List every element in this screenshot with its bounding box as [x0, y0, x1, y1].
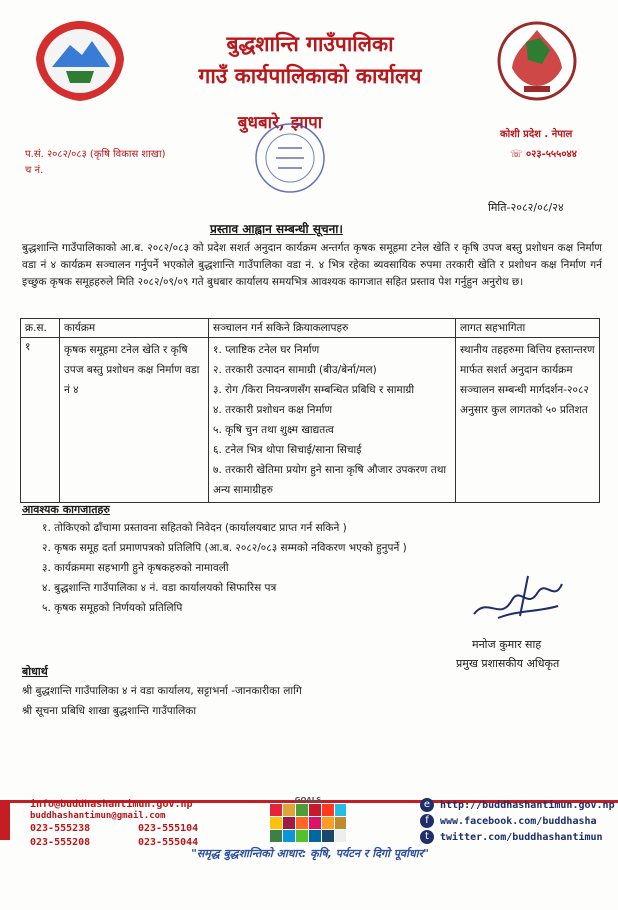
activity-item: २. तरकारी उत्पादन सामाग्री (बीउ/बेर्ना/मल) [213, 364, 377, 376]
activity-item: ४. तरकारी प्रशोधन कक्ष निर्माण [213, 404, 333, 416]
notice-title: प्रस्ताव आह्वान सम्बन्धी सूचना। [210, 222, 343, 236]
phone-4: 023-555044 [138, 837, 199, 848]
issue-date: मिति-२०८२/०८/२४ [488, 201, 564, 214]
municipality-name: बुद्धशान्ति गाउँपालिका [226, 31, 394, 56]
cc-title: बोधार्थ [22, 665, 48, 678]
office-name: गाउँ कार्यपालिकाको कार्यालय [198, 63, 422, 88]
requirements-title: आवश्यक कागजातहरु [22, 503, 110, 516]
col-header-activities: सञ्चालन गर्न सकिने क्रियाकलापहरु [209, 319, 456, 338]
cell-program: कृषक समूहमा टनेल खेति र कृषि उपज बस्तु प्रशोधन कक्ष निर्माण वडा नं ४ [60, 338, 209, 503]
col-header-sn: क्र.स. [21, 319, 60, 338]
requirement-item: ३. कार्यक्रममा सहभागी हुने कृषकहरुको नामावली [42, 562, 229, 574]
notice-body: बुद्धशान्ति गाउँपालिकाको आ.ब. २०८२/०८३ को प्रदेश सशर्त अनुदान कार्यक्रम अन्तर्गत कृषक समूहमा टनेल खेति र कृषि उपज बस्तु प्रशोधन कक्ष निर्माण वडा नं ४ कार्यक्रम सञ्चालन गर्नुपर्ने भएकोले बुद्धशान्ति गाउँपालिका वडा नं. ४ भित्र रहेका ब्यवसायिक रुपमा तरकारी खेति र प्रशोधन कक्ष निर्माण गर्न इच्छुक कृषक समूहहरुले मिति २०८२/०९/०९ गते बुधबार कार्यालय समयभित्र आवश्यक कागजात सहित प्रस्ताव पेश गर्नुहुन अनुरोध छ। [22, 242, 602, 288]
footer-left-bar [0, 800, 10, 840]
cc-item: श्री बुद्धशान्ति गाउँपालिका ४ नं वडा कार्यालय, सट्टाभर्ना -जानकारीका लागि [22, 685, 302, 697]
facebook-link[interactable]: www.facebook.com/buddhasha [440, 816, 597, 827]
cell-cost: स्थानीय तहहरुमा बित्तिय हस्तान्तरण मार्फत सशर्त अनुदान कार्यक्रम सञ्चालन सम्बन्धी मार्गदर्शन-२०८२ अनुसार कुल लागतको ५० प्रतिशत [456, 338, 600, 503]
col-header-program: कार्यक्रम [60, 319, 209, 338]
email-primary: info@buddhashantimun.gov.np [30, 799, 193, 810]
requirement-item: ५. कृषक समूहको निर्णयको प्रतिलिपि [42, 602, 183, 614]
sdg-goals-label: GOALS [294, 796, 322, 804]
program-table [20, 318, 600, 503]
phone-2: 023-555104 [138, 823, 199, 834]
sdg-goals-grid [270, 796, 346, 844]
handwritten-signature [468, 566, 568, 630]
phone-1: 023-555238 [30, 823, 91, 834]
nepal-emblem-logo [30, 15, 130, 105]
activity-item: ७. तरकारी खेतिमा प्रयोग हुने साना कृषि औजार उपकरण तथा अन्य सामाग्रीहरु [213, 464, 447, 496]
twitter-icon: t [420, 830, 434, 844]
dispatch-number: च नं. [25, 165, 44, 176]
cell-sn: १ [21, 338, 60, 503]
requirement-item: २. कृषक समूह दर्ता प्रमाणपत्रको प्रतिलिपि (आ.ब. २०८२/०८३ सम्मको नविकरण भएको हुनुपर्ने ) [42, 542, 407, 554]
table-row [21, 338, 600, 503]
signatory-name: मनोज कुमार साह [472, 638, 542, 651]
email-secondary: buddhashantimun@gmail.com [30, 811, 166, 821]
cell-activities [209, 338, 456, 503]
province-label: कोशी प्रदेश . नेपाल [500, 129, 573, 140]
twitter-link[interactable]: twitter.com/buddhashantimun [440, 832, 603, 843]
table-header-row [21, 319, 600, 338]
facebook-icon: f [420, 814, 434, 828]
activity-item: ५. कृषि चुन तथा शुक्ष्म खाद्यतत्व [213, 424, 334, 436]
office-location: बुधबारे, झापा [237, 113, 323, 133]
activity-item: ३. रोग /किरा नियन्त्रणसँग सम्बन्धित प्रबिधि र सामाग्री [213, 384, 415, 396]
activity-item: १. प्लाष्टिक टनेल घर निर्माण [213, 344, 320, 356]
phone-number: ☏ ०२३-५५५०४४ [510, 149, 577, 160]
phone-3: 023-555208 [30, 837, 91, 848]
footer-slogan: "समृद्ध बुद्धशान्तिको आधार: कृषि, पर्यटन र दिगो पूर्वाधार" [191, 847, 429, 860]
municipality-logo [496, 20, 578, 102]
office-seal-stamp [238, 118, 338, 200]
requirement-item: १. तोकिएको ढाँचामा प्रस्तावना सहितको निवेदन (कार्यालयबाट प्राप्त गर्न सकिने ) [42, 522, 347, 534]
cc-item: श्री सूचना प्रबिधि शाखा बुद्धशान्ति गाउँपालिका [22, 705, 197, 717]
activity-item: ६. टनेल भित्र थोपा सिचाई/साना सिचाई [213, 444, 362, 456]
web-icon: e [420, 798, 434, 812]
requirement-item: ४. बुद्धशान्ति गाउँपालिका ४ नं. वडा कार्यालयको सिफारिस पत्र [42, 582, 277, 594]
col-header-cost: लागत सहभागिता [456, 319, 600, 338]
reference-number: प.सं. २०८२/०८३ (कृषि विकास शाखा) [25, 149, 166, 160]
website-link[interactable]: http://buddhashantimun.gov.np [440, 800, 615, 811]
signatory-position: प्रमुख प्रशासकीय अधिकृत [456, 657, 560, 670]
